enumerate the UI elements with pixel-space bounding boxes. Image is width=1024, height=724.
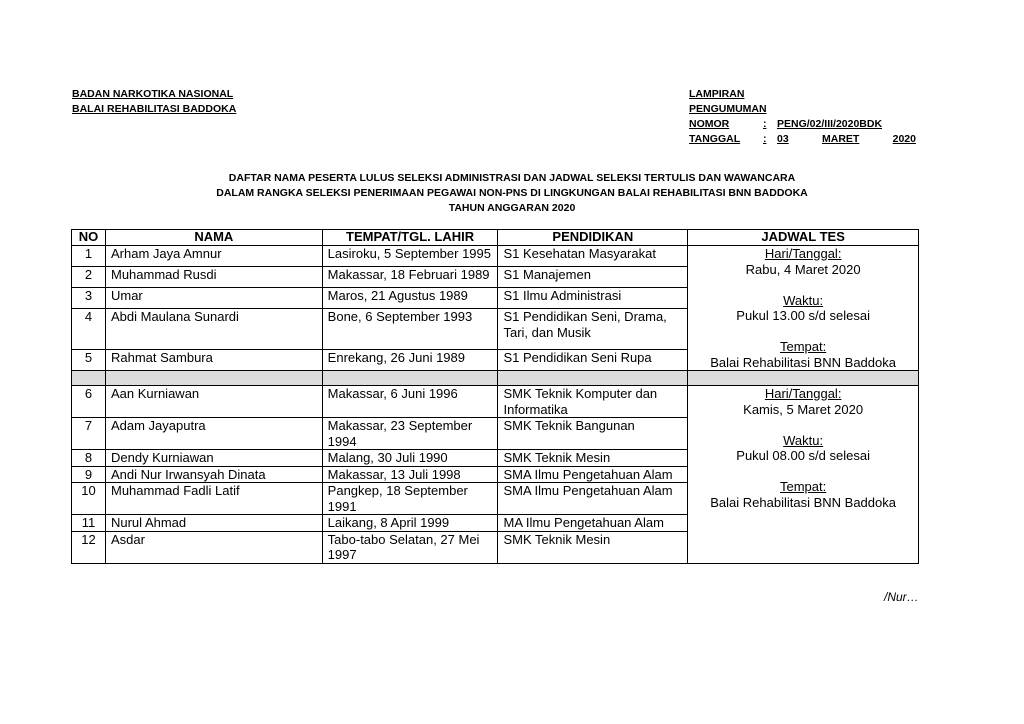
cell-pendidikan: MA Ilmu Pengetahuan Alam (498, 515, 688, 532)
document-title (0, 171, 1024, 216)
header-no: NO (72, 230, 106, 246)
cell-no: 2 (72, 267, 106, 288)
cell-pendidikan: S1 Pendidikan Seni, Drama, Tari, dan Musik (498, 309, 688, 350)
cell-no: 6 (72, 386, 106, 418)
cell-nama: Muhammad Fadli Latif (105, 483, 322, 515)
cell-pendidikan: SMK Teknik Komputer dan Informatika (498, 386, 688, 418)
tanggal-day: 03 (777, 133, 789, 145)
cell-pendidikan: S1 Manajemen (498, 267, 688, 288)
cell-nama: Muhammad Rusdi (105, 267, 322, 288)
title-line-1: DAFTAR NAMA PESERTA LULUS SELEKSI ADMINISTRASI DAN JADWAL SELEKSI TERTULIS DAN WAWANCARA (228, 172, 796, 184)
tanggal-year: 2020 (892, 133, 916, 145)
pengumuman-label: PENGUMUMAN (689, 103, 767, 115)
cell-ttl: Makassar, 23 September 1994 (322, 418, 498, 450)
cell-ttl: Maros, 21 Agustus 1989 (322, 288, 498, 309)
tanggal-separator: : (763, 133, 767, 145)
cell-nama: Arham Jaya Amnur (105, 246, 322, 267)
organization-header (72, 87, 236, 117)
nomor-value: PENG/02/III/2020BDK (777, 118, 883, 130)
nomor-label: NOMOR (689, 118, 730, 130)
cell-ttl: Enrekang, 26 Juni 1989 (322, 349, 498, 370)
cell-ttl: Makassar, 13 Juli 1998 (322, 466, 498, 483)
hari-label: Hari/Tanggal: (764, 246, 842, 261)
cell-pendidikan: SMK Teknik Mesin (498, 531, 688, 563)
cell-nama: Nurul Ahmad (105, 515, 322, 532)
table-row (72, 386, 919, 418)
waktu-value: Pukul 08.00 s/d selesai (736, 448, 870, 463)
cell-no: 10 (72, 483, 106, 515)
cell-ttl: Pangkep, 18 September 1991 (322, 483, 498, 515)
tempat-value: Balai Rehabilitasi BNN Baddoka (710, 354, 896, 370)
tempat-label: Tempat: (780, 339, 827, 354)
cell-no: 5 (72, 349, 106, 370)
header-pendidikan: PENDIDIKAN (498, 230, 688, 246)
tanggal-month: MARET (821, 133, 860, 145)
tanggal-row (689, 132, 916, 147)
jadwal-group-2 (688, 386, 919, 564)
header-tempat-tgl-lahir: TEMPAT/TGL. LAHIR (322, 230, 498, 246)
cell-ttl: Malang, 30 Juli 1990 (322, 450, 498, 467)
jadwal-group-1 (688, 246, 919, 371)
cell-nama: Adam Jayaputra (105, 418, 322, 450)
cell-pendidikan: SMK Teknik Mesin (498, 450, 688, 467)
tanggal-value (777, 132, 916, 147)
cell-nama: Rahmat Sambura (105, 349, 322, 370)
cell-pendidikan: SMA Ilmu Pengetahuan Alam (498, 466, 688, 483)
cell-ttl: Makassar, 6 Juni 1996 (322, 386, 498, 418)
cell-pendidikan: S1 Ilmu Administrasi (498, 288, 688, 309)
tempat-label: Tempat: (780, 479, 827, 494)
footer-initials: /Nur… (884, 590, 919, 604)
cell-ttl: Tabo-tabo Selatan, 27 Mei 1997 (322, 531, 498, 563)
cell-ttl: Bone, 6 September 1993 (322, 309, 498, 350)
nomor-separator: : (763, 118, 767, 130)
waktu-label: Waktu: (783, 432, 824, 448)
cell-pendidikan: S1 Pendidikan Seni Rupa (498, 349, 688, 370)
header-jadwal-tes: JADWAL TES (688, 230, 919, 246)
cell-no: 8 (72, 450, 106, 467)
hari-label: Hari/Tanggal: (764, 386, 842, 401)
group-separator-row (72, 371, 919, 386)
cell-ttl: Laikang, 8 April 1999 (322, 515, 498, 532)
lampiran-label: LAMPIRAN (689, 88, 745, 100)
cell-nama: Dendy Kurniawan (105, 450, 322, 467)
waktu-label: Waktu: (783, 292, 824, 308)
cell-nama: Umar (105, 288, 322, 309)
title-line-3: TAHUN ANGGARAN 2020 (448, 202, 576, 214)
cell-no: 4 (72, 309, 106, 350)
cell-no: 3 (72, 288, 106, 309)
cell-pendidikan: SMK Teknik Bangunan (498, 418, 688, 450)
tempat-value: Balai Rehabilitasi BNN Baddoka (710, 494, 896, 510)
cell-nama: Andi Nur Irwansyah Dinata (105, 466, 322, 483)
header-nama: NAMA (105, 230, 322, 246)
title-line-2: DALAM RANGKA SELEKSI PENERIMAAN PEGAWAI NON-PNS DI LINGKUNGAN BALAI REHABILITASI BNN BADDOKA (216, 187, 808, 199)
cell-nama: Asdar (105, 531, 322, 563)
cell-no: 7 (72, 418, 106, 450)
cell-nama: Aan Kurniawan (105, 386, 322, 418)
cell-pendidikan: SMA Ilmu Pengetahuan Alam (498, 483, 688, 515)
cell-ttl: Makassar, 18 Februari 1989 (322, 267, 498, 288)
cell-no: 1 (72, 246, 106, 267)
cell-no: 11 (72, 515, 106, 532)
document-reference (689, 87, 916, 147)
cell-ttl: Lasiroku, 5 September 1995 (322, 246, 498, 267)
table-row (72, 246, 919, 267)
cell-pendidikan: S1 Kesehatan Masyarakat (498, 246, 688, 267)
org-unit: BALAI REHABILITASI BADDOKA (72, 103, 237, 115)
cell-no: 12 (72, 531, 106, 563)
cell-no: 9 (72, 466, 106, 483)
waktu-value: Pukul 13.00 s/d selesai (736, 308, 870, 323)
table-header-row (72, 230, 919, 246)
hari-value: Rabu, 4 Maret 2020 (745, 261, 861, 277)
participants-table (71, 229, 919, 564)
tanggal-label: TANGGAL (689, 133, 741, 145)
hari-value: Kamis, 5 Maret 2020 (743, 401, 864, 417)
nomor-row (689, 117, 916, 132)
cell-nama: Abdi Maulana Sunardi (105, 309, 322, 350)
org-name: BADAN NARKOTIKA NASIONAL (72, 88, 234, 100)
